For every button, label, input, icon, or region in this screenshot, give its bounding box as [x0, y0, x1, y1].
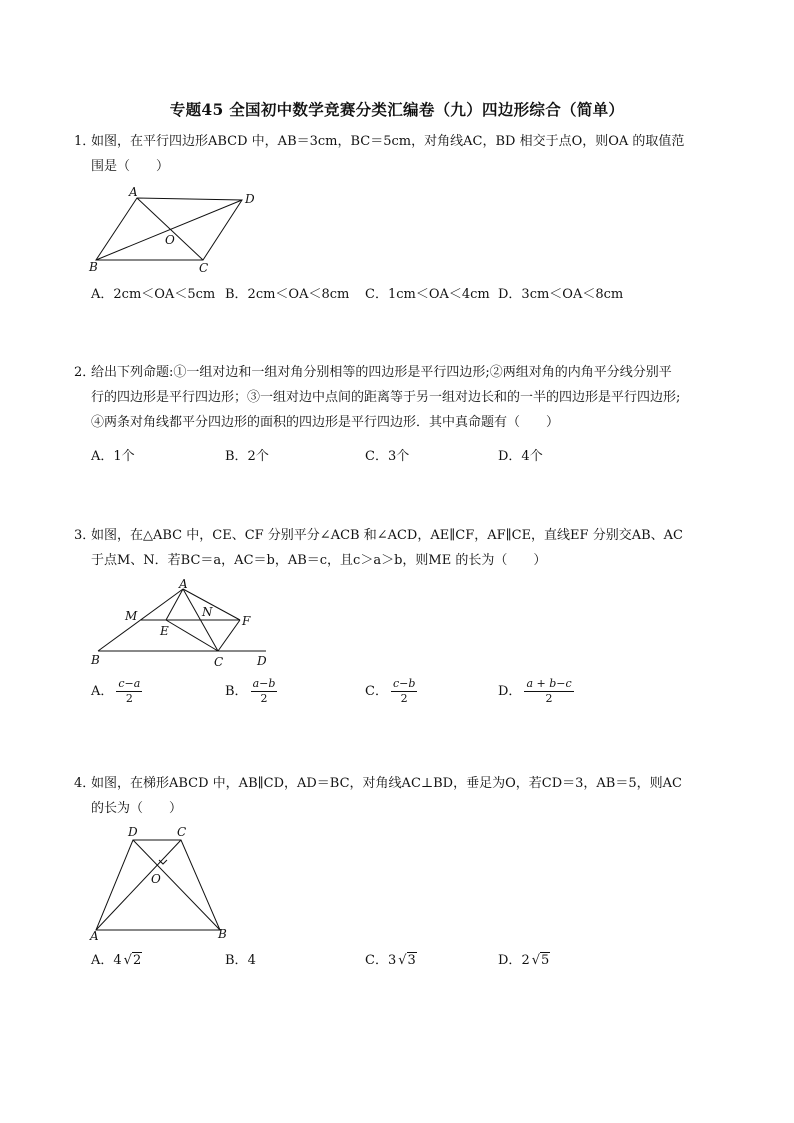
- question-3: [74, 523, 734, 573]
- option-d[interactable]: D．3cm＜OA＜8cm: [498, 287, 624, 302]
- diagonal-bd: [96, 200, 242, 260]
- label-c: C: [214, 655, 224, 669]
- segment-ec: [166, 620, 218, 651]
- coefficient: 3: [387, 953, 397, 968]
- option-b[interactable]: [225, 677, 277, 706]
- label-b: B: [91, 653, 100, 667]
- options-3: [91, 677, 731, 713]
- label-c: C: [177, 825, 187, 839]
- question-text-line: 如图，在△ABC 中，CE、CF 分别平分∠ACB 和∠ACD，AE∥CF，AF∥CE，直线EF 分别交AB、AC: [91, 528, 683, 543]
- fraction: [251, 677, 278, 706]
- denominator: 2: [125, 692, 133, 705]
- option-c[interactable]: C．3个: [365, 449, 410, 464]
- label-a: A: [129, 185, 138, 199]
- option-a[interactable]: A．1个: [91, 449, 135, 464]
- radicand: 2: [132, 953, 142, 968]
- question-2: [74, 360, 734, 435]
- sqrt: √5: [531, 953, 550, 968]
- fraction: [116, 677, 142, 706]
- option-a[interactable]: [91, 949, 142, 968]
- option-b[interactable]: B．2个: [225, 449, 269, 464]
- option-a[interactable]: A．2cm＜OA＜5cm: [91, 287, 216, 302]
- label-b: B: [218, 927, 227, 941]
- option-letter: D．: [498, 953, 522, 968]
- label-a: A: [179, 577, 188, 591]
- fraction: [391, 677, 417, 706]
- denominator: 2: [260, 692, 268, 705]
- option-c[interactable]: [365, 949, 417, 968]
- option-a[interactable]: [91, 677, 142, 706]
- label-d: D: [245, 192, 255, 206]
- coefficient: 2: [521, 953, 530, 968]
- coefficient: 4: [113, 953, 122, 968]
- option-letter: B．: [225, 953, 248, 968]
- sqrt: √2: [123, 953, 142, 968]
- options-2: [91, 445, 731, 471]
- option-b[interactable]: B．2cm＜OA＜8cm: [225, 287, 350, 302]
- label-e: E: [160, 624, 169, 638]
- question-text-line: 如图，在平行四边形ABCD 中，AB＝3cm，BC＝5cm，对角线AC，BD 相交于点O，则OA 的取值范: [91, 134, 685, 149]
- question-1: [74, 129, 734, 179]
- diagonal-db: [133, 840, 220, 930]
- sqrt: √3: [398, 953, 416, 968]
- options-1: [91, 283, 731, 309]
- question-text-line: 如图，在梯形ABCD 中，AB∥CD，AD＝BC，对角线AC⊥BD，垂足为O，若CD＝3，AB＝5，则AC: [91, 776, 682, 791]
- fraction: [524, 677, 573, 706]
- option-d[interactable]: [498, 677, 574, 706]
- radicand: 3: [407, 953, 416, 968]
- radicand: 5: [541, 953, 550, 968]
- option-d[interactable]: D．4个: [498, 449, 543, 464]
- question-text-line: 围是（ ）: [91, 159, 170, 174]
- segment-ae: [166, 589, 183, 620]
- question-number: 4．: [74, 776, 96, 791]
- question-text-line: 的长为（ ）: [91, 801, 183, 816]
- question-number: 2．: [74, 365, 96, 380]
- options-4: [91, 949, 731, 975]
- page-title: 专题45 全国初中数学竞赛分类汇编卷（九）四边形综合（简单）: [169, 100, 625, 119]
- figure-triangle: [88, 576, 278, 671]
- segment-fc: [218, 620, 240, 651]
- option-letter: C．: [365, 684, 388, 699]
- label-o: O: [165, 233, 175, 247]
- question-text-line: 行的四边形是平行四边形；③一组对边中点间的距离等于另一组对边长和的一半的四边形是平行四边形;: [91, 390, 681, 405]
- diagonal-ac: [137, 198, 203, 260]
- label-f: F: [242, 614, 251, 628]
- numerator: c−b: [392, 677, 416, 690]
- label-d: D: [128, 825, 138, 839]
- option-letter: D．: [498, 684, 522, 699]
- label-a: A: [90, 929, 99, 943]
- option-c[interactable]: C．1cm＜OA＜4cm: [365, 287, 490, 302]
- question-text-line: ④两条对角线都平分四边形的面积的四边形是平行四边形．其中真命题有（ ）: [91, 415, 560, 430]
- option-letter: B．: [225, 684, 248, 699]
- option-b[interactable]: [225, 949, 256, 968]
- label-d: D: [257, 654, 267, 668]
- denominator: 2: [545, 692, 553, 705]
- numerator: c−a: [118, 677, 141, 690]
- label-b: B: [89, 260, 98, 274]
- option-value: 4: [247, 953, 256, 968]
- question-number: 1．: [74, 134, 96, 149]
- numerator: a + b−c: [526, 677, 572, 690]
- numerator: a−b: [252, 677, 276, 690]
- option-letter: C．: [365, 953, 388, 968]
- question-number: 3．: [74, 528, 96, 543]
- option-letter: A．: [91, 953, 114, 968]
- label-m: M: [125, 609, 138, 623]
- label-o: O: [151, 872, 161, 886]
- option-letter: A．: [91, 684, 114, 699]
- diagonal-ca: [96, 840, 181, 930]
- denominator: 2: [400, 692, 408, 705]
- label-c: C: [199, 261, 209, 275]
- figure-parallelogram: [86, 183, 266, 278]
- question-4: [74, 771, 734, 821]
- figure-trapezoid: [88, 824, 238, 946]
- option-c[interactable]: [365, 677, 417, 706]
- label-n: N: [202, 605, 213, 619]
- question-text-line: 给出下列命题:①一组对边和一组对角分别相等的四边形是平行四边形;②两组对角的内角平分线分别平: [91, 365, 672, 380]
- option-d[interactable]: [498, 949, 550, 968]
- question-text-line: 于点M、N．若BC＝a，AC＝b，AB＝c，且c＞a＞b，则ME 的长为（ ）: [91, 553, 547, 568]
